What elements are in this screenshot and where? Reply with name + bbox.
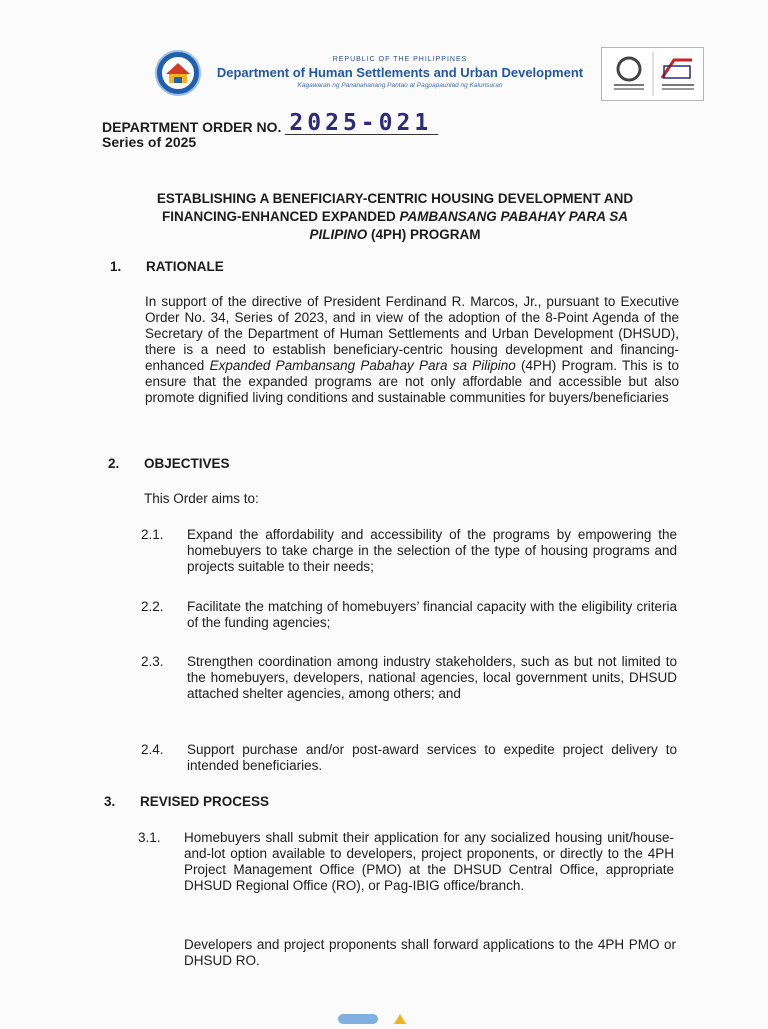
item-number: 2.3. [141,654,164,669]
paragraph-text: (4PH) Program. This is to ensure that the expanded programs are not only affordable and accessible but also promote dignified living conditions and sustainable communities for buyers/beneficiaries [145,358,679,405]
item-text: Homebuyers shall submit their application for any socialized housing unit/house-and-lot option available to developers, project proponents, or directly to the 4PH Project Management Office (PMO) at the DHSUD Central Office, appropriate DHSUD Regional Office (RO), or Pag-IBIG office/branch. [184,830,674,893]
item-text: Expand the affordability and accessibility of the programs by empowering the homebuyers to take charge in the selection of the type of housing programs and projects suitable to their needs; [187,527,677,574]
document-title [112,190,678,244]
objectives-intro: This Order aims to: [144,491,259,506]
list-item [141,654,677,724]
order-series: Series of 2025 [102,134,197,150]
letterhead [210,56,590,89]
paragraph-text-italic: Expanded Pambansang Pabahay Para sa Pilipino [209,358,516,373]
title-text-italic: PILIPINO [309,227,368,242]
section-title: REVISED PROCESS [140,794,270,809]
section-number: 3. [104,794,116,809]
department-order-line [102,112,438,135]
order-label: DEPARTMENT ORDER NO. [102,119,282,135]
section-title: RATIONALE [146,259,224,274]
republic-label: REPUBLIC OF THE PHILIPPINES [332,56,468,63]
list-item [138,830,678,918]
title-line [112,208,678,226]
title-line: ESTABLISHING A BENEFICIARY-CENTRIC HOUSING DEVELOPMENT AND [156,191,634,206]
item-number: 2.1. [141,527,164,542]
process-followup-paragraph: Developers and project proponents shall forward applications to the 4PH PMO or DHSUD RO. [184,937,676,968]
item-text: Strengthen coordination among industry stakeholders, such as but not limited to the homebuyers, developers, national agencies, local government units, DHSUD attached shelter agencies, among others; and [187,654,677,701]
title-line [112,226,678,244]
list-item [141,742,677,778]
department-tagline: Kagawaran ng Pananahanang Pantao at Pagpapaunlad ng Kalunsuran [297,82,503,89]
section-number: 2. [108,456,120,471]
item-number: 2.4. [141,742,164,757]
title-text-italic: PAMBANSANG PABAHAY PARA SA [399,209,629,224]
rationale-paragraph [145,294,679,406]
section-number: 1. [110,259,122,274]
title-text: FINANCING-ENHANCED EXPANDED [161,209,400,224]
section-heading-objectives [108,456,230,471]
footer-logo [338,1010,418,1024]
certification-logos [601,47,704,101]
section-heading-rationale [110,259,224,274]
list-item [141,527,677,581]
item-text: Facilitate the matching of homebuyers’ financial capacity with the eligibility criteria of the funding agencies; [187,599,677,630]
order-number: 2025-021 [285,112,438,135]
item-number: 2.2. [141,599,164,614]
department-name: Department of Human Settlements and Urban Development [216,65,584,80]
item-number: 3.1. [138,830,161,845]
paragraph-text: In support of the directive of President Ferdinand R. Marcos, Jr., pursuant to Executive Order No. 34, Series of 2023, and in view of the adoption of the 8-Point Agenda of the Secretary of the Department of Human Settlements and Urban Development (DHSUD), there is a need to establish beneficiary-centric housing development and financing-enhanced [145,294,679,373]
dhsud-seal-logo [155,50,201,96]
list-item [141,599,677,635]
title-text: (4PH) PROGRAM [367,227,481,242]
section-heading-revised-process [104,794,269,809]
item-text: Support purchase and/or post-award services to expedite project delivery to intended beneficiaries. [187,742,677,773]
section-title: OBJECTIVES [144,456,230,471]
